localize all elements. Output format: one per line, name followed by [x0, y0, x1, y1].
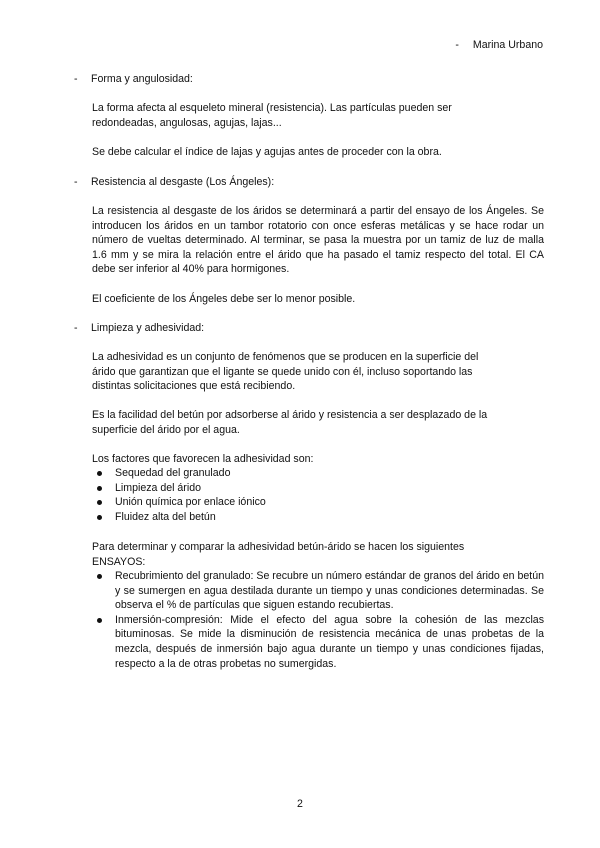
tests-list: [92, 569, 544, 671]
paragraph-resistencia-1: La resistencia al desgaste de los áridos se determinará a partir del ensayo de los Ángeles. Se introducen los áridos en un tambor rotatorio con once esferas metálicas y se hace rodar un número de vueltas determinado. Al terminar, se pasa la muestra por un tamiz de luz de malla 1.6 mm y se mira la relación entre el árido que ha pasado el tamiz respecto del total. El CA debe ser inferior al 40% para hormigones.: [92, 205, 544, 276]
section-dash: -: [74, 73, 78, 85]
paragraph-factors-intro: Los factores que favorecen la adhesividad son:: [92, 453, 314, 465]
section-dash: -: [74, 176, 78, 188]
paragraph-adhesividad-1: La adhesividad es un conjunto de fenómenos que se producen en la superficie del árido que garantizan que el ligante se quede unido con él, incluso soportando las distintas solicitaciones que está recibiendo.: [92, 351, 479, 393]
paragraph-resistencia-2: El coeficiente de los Ángeles debe ser lo menor posible.: [92, 293, 356, 305]
section-title: Forma y angulosidad:: [91, 73, 193, 85]
bullet-icon: [97, 574, 102, 579]
bullet-icon: [97, 471, 102, 476]
section-title: Limpieza y adhesividad:: [91, 322, 205, 334]
bullet-icon: [97, 618, 102, 623]
list-item: Sequedad del granulado: [92, 466, 544, 481]
bullet-icon: [97, 500, 102, 505]
header-dash: -: [455, 39, 459, 51]
page-number: 2: [297, 798, 303, 810]
list-item: Limpieza del árido: [92, 481, 544, 496]
list-item: Unión química por enlace iónico: [92, 495, 544, 510]
section-dash: -: [74, 322, 78, 334]
page-header: [455, 38, 543, 53]
bullet-icon: [97, 486, 102, 491]
list-item: Fluidez alta del betún: [92, 510, 544, 525]
bullet-icon: [97, 515, 102, 520]
paragraph-forma-2: Se debe calcular el índice de lajas y agujas antes de proceder con la obra.: [92, 146, 442, 158]
list-item: Recubrimiento del granulado: Se recubre un número estándar de granos del árido en betún y se sumergen en agua destilada durante un tiempo y unas condiciones determinadas. Se observa el % de partículas que siguen estando recubiertas.: [92, 569, 544, 613]
paragraph-tests-intro: Para determinar y comparar la adhesividad betún-árido se hacen los siguientes ENSAYOS:: [92, 541, 465, 568]
factors-list: [92, 466, 544, 524]
list-item: Inmersión-compresión: Mide el efecto del agua sobre la cohesión de las mezclas bituminosas. Se mide la disminución de resistencia mecánica de unas probetas de la mezcla, después de inmersión bajo agua durante un tiempo y unas condiciones fijadas, respecto a la de otras probetas no sumergidas.: [92, 613, 544, 671]
paragraph-forma-1: La forma afecta al esqueleto mineral (resistencia). Las partículas pueden ser redondeadas, angulosas, agujas, lajas...: [92, 102, 452, 129]
paragraph-adhesividad-2: Es la facilidad del betún por adsorberse al árido y resistencia a ser desplazado de la superficie del árido por el agua.: [92, 409, 488, 436]
section-title: Resistencia al desgaste (Los Ángeles):: [91, 176, 275, 188]
author-name: Marina Urbano: [472, 39, 543, 51]
